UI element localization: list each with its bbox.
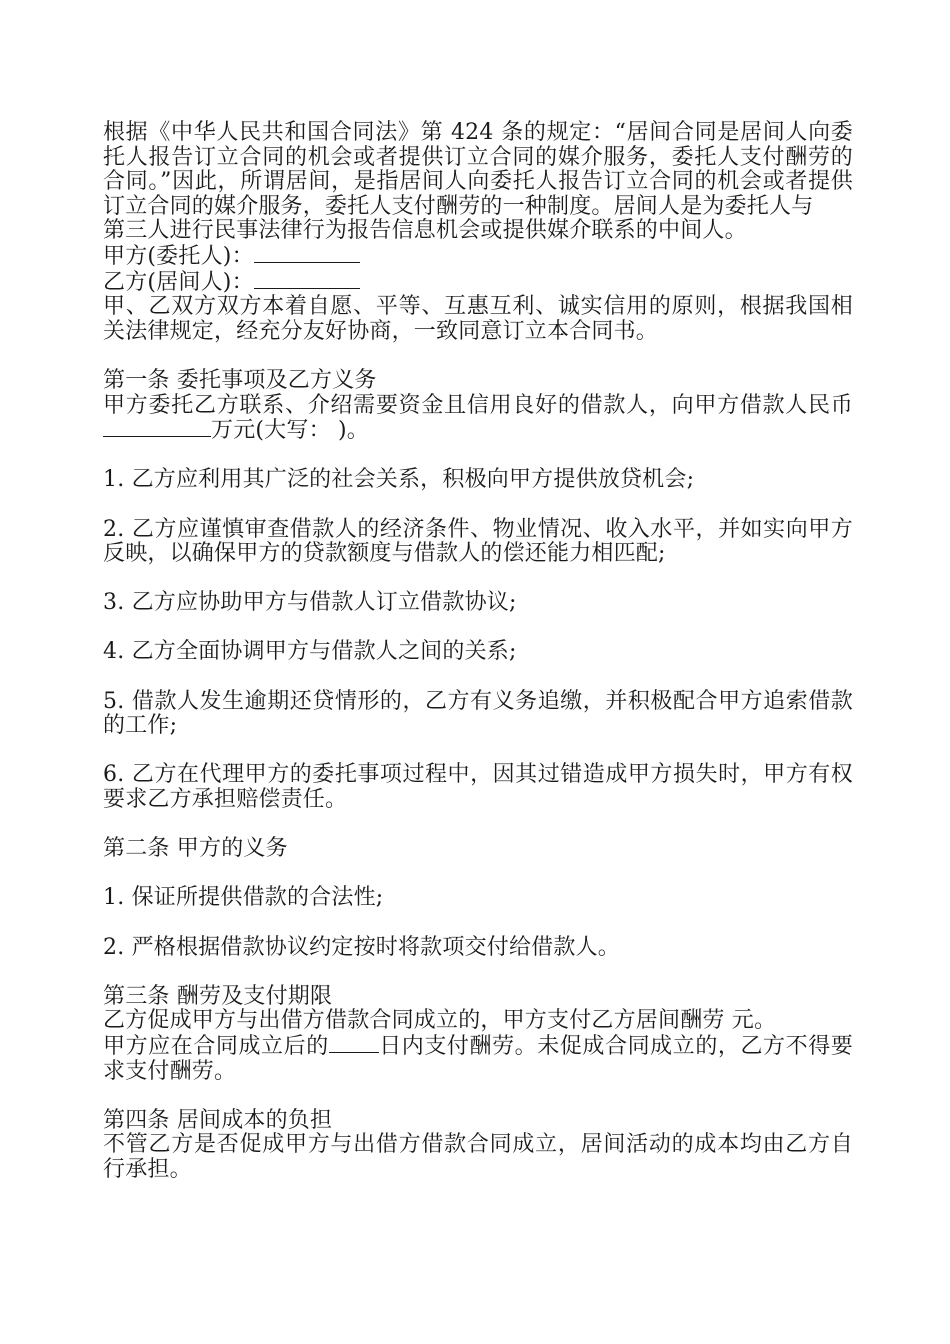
article3-text-2: 甲方应在合同成立后的 日内支付酬劳。未促成合同成立的，乙方不得要求支付酬劳。 <box>103 1033 853 1084</box>
article1-item: 3. 乙方应协助甲方与借款人订立借款协议; <box>103 590 517 616</box>
amount-blank <box>103 418 211 437</box>
days-blank <box>329 1034 379 1053</box>
article1-item: 2. 乙方应谨慎审查借款人的经济条件、物业情况、收入水平，并如实向甲方反映，以确保甲方的贷款额度与借款人的偿还能力相匹配; <box>103 516 853 567</box>
party-b-blank <box>254 270 360 289</box>
article3-text: 乙方促成甲方与出借方借款合同成立的，甲方支付乙方居间酬劳 元。 <box>103 1008 777 1034</box>
contract-document <box>103 121 853 1183</box>
article2-item: 1. 保证所提供借款的合法性; <box>103 885 384 911</box>
article4-text: 不管乙方是否促成甲方与出借方借款合同成立，居间活动的成本均由乙方自行承担。 <box>103 1132 853 1182</box>
agreement-intro: 甲、乙双方双方本着自愿、平等、互惠互利、诚实信用的原则，根据我国相关法律规定，经充分友好协商，一致同意订立本合同书。 <box>103 294 853 344</box>
party-a-blank <box>254 244 360 263</box>
intro-paragraph-continued: 第三人进行民事法律行为报告信息机会或提供媒介联系的中间人。 <box>103 218 747 244</box>
article1-item: 1. 乙方应利用其广泛的社会关系，积极向甲方提供放贷机会; <box>103 467 695 493</box>
article1-item: 4. 乙方全面协调甲方与借款人之间的关系; <box>103 639 517 665</box>
article2-title: 第二条 甲方的义务 <box>103 836 288 862</box>
intro-paragraph: 根据《中华人民共和国合同法》第 424 条的规定：“居间合同是居间人向委托人报告订立合同的机会或者提供订立合同的媒介服务，委托人支付酬劳的合同。”因此，所谓居间，是指居间人向委托人报告订立合同的机会或者提供订立合同的媒介服务，委托人支付酬劳的一种制度。居间人是为委托人与 <box>103 120 853 219</box>
party-b-label: 乙方(居间人)： <box>103 269 254 295</box>
article1-text: 甲方委托乙方联系、介绍需要资金且信用良好的借款人，向甲方借款人民币 万元(大写： )。 <box>103 392 853 444</box>
article3-title: 第三条 酬劳及支付期限 <box>103 983 333 1009</box>
article1-item: 5. 借款人发生逾期还贷情形的，乙方有义务追缴，并积极配合甲方追索借款的工作; <box>103 688 853 739</box>
article2-item: 2. 严格根据借款协议约定按时将款项交付给借款人。 <box>103 934 620 960</box>
article4-title: 第四条 居间成本的负担 <box>103 1107 333 1133</box>
party-a-label: 甲方(委托人)： <box>103 243 254 269</box>
article1-item: 6. 乙方在代理甲方的委托事项过程中，因其过错造成甲方损失时，甲方有权要求乙方承担赔偿责任。 <box>103 762 853 813</box>
party-b-line <box>103 270 853 296</box>
article1-title: 第一条 委托事项及乙方义务 <box>103 367 377 393</box>
party-a-line <box>103 244 853 270</box>
